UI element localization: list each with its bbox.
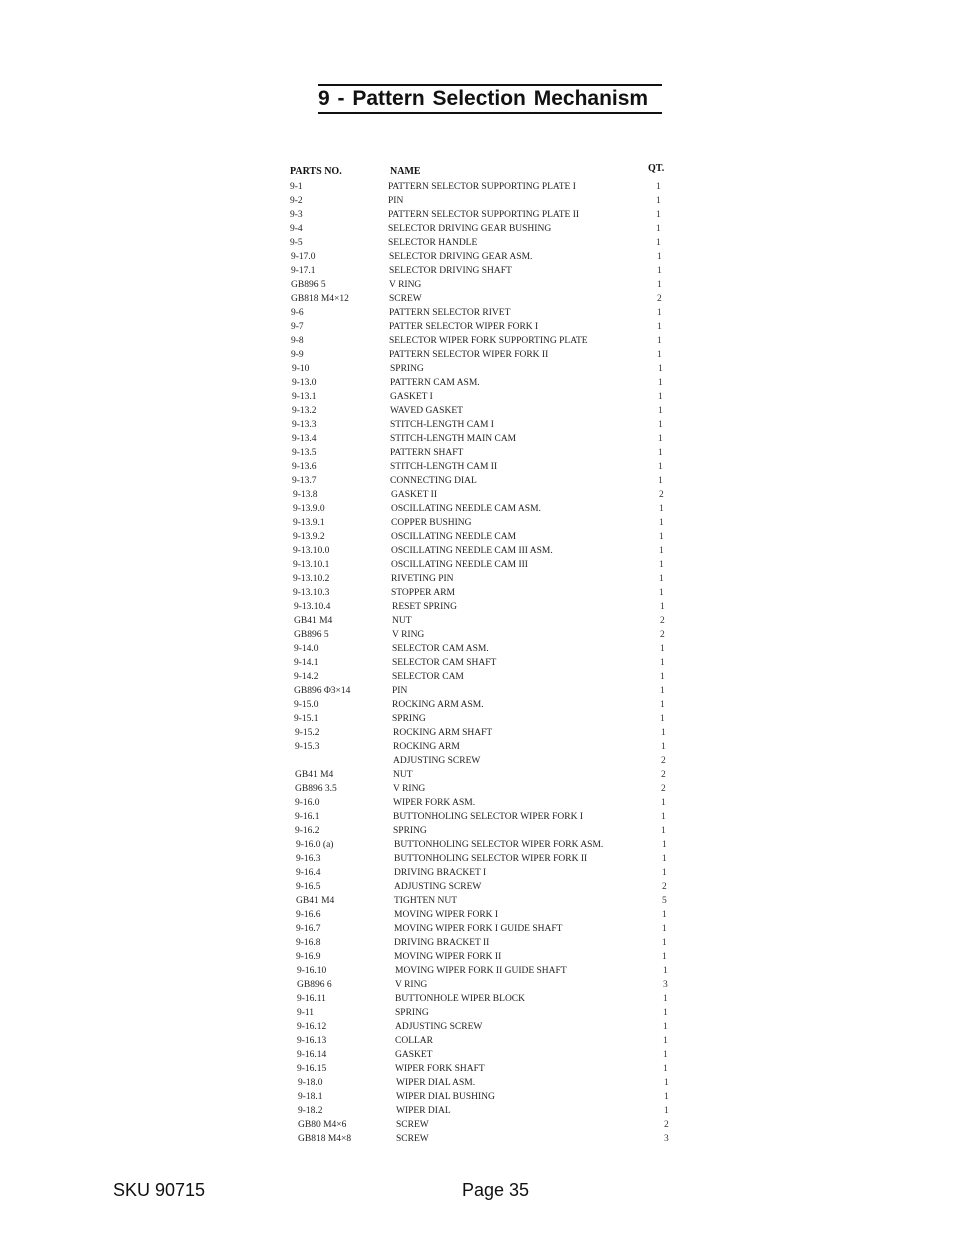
part-name-cell: WIPER DIAL BUSHING [396, 1092, 495, 1102]
quantity-cell: 1 [659, 504, 664, 514]
part-name-cell: OSCILLATING NEEDLE CAM ASM. [391, 504, 541, 514]
table-row [295, 769, 695, 782]
part-name-cell: COPPER BUSHING [391, 518, 472, 528]
part-number-cell: GB896 6 [297, 980, 332, 990]
quantity-cell: 1 [662, 924, 667, 934]
table-row [296, 867, 696, 880]
quantity-cell: 1 [657, 350, 662, 360]
quantity-cell: 1 [661, 798, 666, 808]
part-name-cell: OSCILLATING NEEDLE CAM III [391, 560, 528, 570]
part-name-cell: PIN [388, 196, 404, 206]
part-number-cell: GB896 Φ3×14 [294, 686, 351, 696]
table-row [297, 979, 697, 992]
part-number-cell: GB818 M4×12 [291, 294, 349, 304]
part-name-cell: SELECTOR WIPER FORK SUPPORTING PLATE [389, 336, 588, 346]
table-row [294, 657, 694, 670]
part-number-cell: 9-13.5 [292, 448, 317, 458]
part-number-cell: 9-13.0 [292, 378, 317, 388]
part-name-cell: SELECTOR CAM SHAFT [392, 658, 497, 668]
table-row [297, 965, 697, 978]
part-name-cell: PATTERN SHAFT [390, 448, 464, 458]
part-number-cell: 9-6 [291, 308, 304, 318]
table-row [290, 181, 690, 194]
part-number-cell: 9-16.12 [297, 1022, 327, 1032]
quantity-cell: 1 [657, 322, 662, 332]
part-name-cell: STOPPER ARM [391, 588, 455, 598]
table-row [295, 797, 695, 810]
part-name-cell: SELECTOR HANDLE [388, 238, 478, 248]
table-row [297, 1063, 697, 1076]
part-number-cell: 9-7 [291, 322, 304, 332]
table-row [296, 895, 696, 908]
part-name-cell: PATTERN SELECTOR RIVET [389, 308, 511, 318]
table-row [295, 741, 695, 754]
page-number: Page 35 [462, 1180, 530, 1200]
table-row [292, 405, 692, 418]
part-name-cell: WAVED GASKET [390, 406, 463, 416]
table-row [295, 755, 695, 768]
quantity-cell: 1 [657, 280, 662, 290]
quantity-cell: 2 [661, 756, 666, 766]
part-number-cell: 9-15.3 [295, 742, 320, 752]
part-number-cell: 9-16.14 [297, 1050, 327, 1060]
table-row [295, 783, 695, 796]
quantity-cell: 1 [659, 574, 664, 584]
part-number-cell: 9-17.0 [291, 252, 316, 262]
table-row [297, 1035, 697, 1048]
part-number-cell: 9-16.9 [296, 952, 321, 962]
part-name-cell: SELECTOR CAM [392, 672, 464, 682]
part-number-cell: 9-16.1 [295, 812, 320, 822]
part-name-cell: OSCILLATING NEEDLE CAM III ASM. [391, 546, 553, 556]
quantity-cell: 1 [659, 532, 664, 542]
quantity-cell: 1 [658, 462, 663, 472]
part-number-cell: 9-13.1 [292, 392, 317, 402]
quantity-cell: 1 [657, 308, 662, 318]
part-name-cell: SELECTOR DRIVING GEAR BUSHING [388, 224, 552, 234]
quantity-cell: 1 [656, 224, 661, 234]
part-number-cell: 9-15.2 [295, 728, 320, 738]
part-name-cell: PATTERN SELECTOR WIPER FORK II [389, 350, 549, 360]
part-name-cell: BUTTONHOLING SELECTOR WIPER FORK I [393, 812, 584, 822]
table-row [291, 335, 691, 348]
part-name-cell: RIVETING PIN [391, 574, 454, 584]
part-name-cell: PIN [392, 686, 408, 696]
part-number-cell: 9-13.8 [293, 490, 318, 500]
part-name-cell: DRIVING BRACKET I [394, 868, 487, 878]
table-row [296, 923, 696, 936]
part-number-cell: 9-16.5 [296, 882, 321, 892]
quantity-cell: 2 [660, 616, 665, 626]
table-row [292, 461, 692, 474]
part-number-cell: 9-16.10 [297, 966, 327, 976]
table-row [297, 1021, 697, 1034]
table-row [294, 671, 694, 684]
table-row [291, 307, 691, 320]
part-number-cell: 9-13.7 [292, 476, 317, 486]
part-name-cell: COLLAR [395, 1036, 433, 1046]
part-name-cell: STITCH-LENGTH CAM I [390, 420, 494, 430]
part-number-cell: 9-13.4 [292, 434, 317, 444]
quantity-cell: 1 [660, 658, 665, 668]
quantity-cell: 1 [660, 700, 665, 710]
quantity-cell: 1 [659, 546, 664, 556]
quantity-cell: 1 [661, 826, 666, 836]
table-row [292, 391, 692, 404]
quantity-cell: 1 [657, 252, 662, 262]
quantity-cell: 3 [663, 980, 668, 990]
quantity-cell: 1 [659, 588, 664, 598]
part-name-cell: SELECTOR DRIVING SHAFT [389, 266, 512, 276]
table-row [298, 1091, 698, 1104]
part-number-cell: 9-16.3 [296, 854, 321, 864]
table-row [293, 587, 693, 600]
table-row [292, 475, 692, 488]
part-number-cell: 9-16.7 [296, 924, 321, 934]
quantity-cell: 1 [660, 644, 665, 654]
part-name-cell: GASKET [395, 1050, 433, 1060]
table-row [297, 993, 697, 1006]
table-row [293, 489, 693, 502]
table-row [291, 349, 691, 362]
header-qty: QT. [648, 163, 665, 174]
quantity-cell: 1 [662, 840, 667, 850]
table-row [291, 265, 691, 278]
part-number-cell: 9-16.6 [296, 910, 321, 920]
part-number-cell: 9-11 [297, 1008, 315, 1018]
part-number-cell: 9-13.10.0 [293, 546, 330, 556]
part-number-cell: 9-13.10.4 [294, 602, 331, 612]
part-name-cell: ROCKING ARM SHAFT [393, 728, 493, 738]
quantity-cell: 1 [662, 952, 667, 962]
part-name-cell: MOVING WIPER FORK I [394, 910, 499, 920]
quantity-cell: 1 [661, 812, 666, 822]
table-row [297, 1049, 697, 1062]
quantity-cell: 3 [664, 1134, 669, 1144]
part-name-cell: GASKET II [391, 490, 438, 500]
part-number-cell: 9-5 [290, 238, 303, 248]
quantity-cell: 1 [663, 1050, 668, 1060]
table-row [294, 643, 694, 656]
part-name-cell: CONNECTING DIAL [390, 476, 477, 486]
quantity-cell: 1 [660, 672, 665, 682]
quantity-cell: 1 [659, 560, 664, 570]
part-name-cell: SCREW [396, 1134, 429, 1144]
table-row [296, 937, 696, 950]
part-name-cell: WIPER FORK SHAFT [395, 1064, 485, 1074]
part-number-cell: GB41 M4 [294, 616, 333, 626]
quantity-cell: 5 [662, 896, 667, 906]
table-row [292, 363, 692, 376]
part-number-cell: GB896 5 [294, 630, 329, 640]
part-number-cell: GB818 M4×8 [298, 1134, 352, 1144]
part-number-cell: 9-14.0 [294, 644, 319, 654]
part-number-cell: 9-13.10.1 [293, 560, 330, 570]
part-number-cell: 9-16.4 [296, 868, 321, 878]
quantity-cell: 1 [658, 448, 663, 458]
table-row [290, 223, 690, 236]
table-row [294, 615, 694, 628]
part-name-cell: GASKET I [390, 392, 433, 402]
table-row [295, 727, 695, 740]
table-row [295, 811, 695, 824]
quantity-cell: 1 [663, 966, 668, 976]
part-name-cell: SELECTOR DRIVING GEAR ASM. [389, 252, 533, 262]
part-number-cell: GB80 M4×6 [298, 1120, 347, 1130]
quantity-cell: 2 [657, 294, 662, 304]
table-row [298, 1119, 698, 1132]
part-number-cell: 9-10 [292, 364, 310, 374]
part-number-cell: 9-13.10.2 [293, 574, 330, 584]
part-name-cell: PATTERN CAM ASM. [390, 378, 480, 388]
quantity-cell: 1 [657, 336, 662, 346]
table-row [291, 251, 691, 264]
quantity-cell: 2 [661, 770, 666, 780]
part-name-cell: PATTER SELECTOR WIPER FORK I [389, 322, 539, 332]
part-name-cell: SELECTOR CAM ASM. [392, 644, 489, 654]
part-number-cell: 9-13.9.2 [293, 532, 325, 542]
part-name-cell: V RING [392, 630, 425, 640]
table-row [293, 559, 693, 572]
quantity-cell: 2 [662, 882, 667, 892]
part-name-cell: MOVING WIPER FORK I GUIDE SHAFT [394, 924, 563, 934]
table-row [298, 1077, 698, 1090]
part-number-cell: 9-18.0 [298, 1078, 323, 1088]
quantity-cell: 2 [661, 784, 666, 794]
table-row [294, 699, 694, 712]
part-name-cell: NUT [393, 770, 413, 780]
part-number-cell: 9-1 [290, 182, 303, 192]
header-part-no: PARTS NO. [290, 166, 342, 177]
part-number-cell: 9-16.13 [297, 1036, 327, 1046]
quantity-cell: 1 [657, 266, 662, 276]
part-name-cell: ADJUSTING SCREW [394, 882, 482, 892]
quantity-cell: 1 [662, 910, 667, 920]
part-name-cell: SPRING [392, 714, 426, 724]
part-number-cell: 9-13.3 [292, 420, 317, 430]
quantity-cell: 1 [658, 406, 663, 416]
table-row [298, 1105, 698, 1118]
part-name-cell: WIPER FORK ASM. [393, 798, 476, 808]
part-name-cell: STITCH-LENGTH MAIN CAM [390, 434, 517, 444]
part-number-cell: 9-13.6 [292, 462, 317, 472]
part-name-cell: MOVING WIPER FORK II [394, 952, 502, 962]
quantity-cell: 1 [658, 378, 663, 388]
quantity-cell: 1 [660, 686, 665, 696]
quantity-cell: 1 [662, 938, 667, 948]
part-number-cell: 9-16.11 [297, 994, 326, 1004]
part-number-cell: 9-3 [290, 210, 303, 220]
part-number-cell: 9-13.10.3 [293, 588, 330, 598]
quantity-cell: 1 [661, 728, 666, 738]
part-number-cell: 9-4 [290, 224, 303, 234]
part-name-cell: SCREW [389, 294, 422, 304]
quantity-cell: 1 [656, 238, 661, 248]
part-number-cell: 9-17.1 [291, 266, 316, 276]
part-name-cell: PATTERN SELECTOR SUPPORTING PLATE I [388, 182, 576, 192]
part-name-cell: TIGHTEN NUT [394, 896, 458, 906]
table-row [296, 881, 696, 894]
quantity-cell: 1 [662, 854, 667, 864]
part-name-cell: SPRING [393, 826, 427, 836]
quantity-cell: 2 [664, 1120, 669, 1130]
table-row [296, 909, 696, 922]
sku-label: SKU 90715 [113, 1180, 206, 1200]
table-row [293, 545, 693, 558]
part-number-cell: 9-16.15 [297, 1064, 327, 1074]
part-number-cell: 9-13.9.1 [293, 518, 325, 528]
part-name-cell: ROCKING ARM [393, 742, 460, 752]
part-name-cell: SPRING [390, 364, 424, 374]
page-title: 9 - Pattern Selection Mechanism [318, 84, 662, 114]
part-name-cell: NUT [392, 616, 412, 626]
part-number-cell: 9-14.2 [294, 672, 319, 682]
quantity-cell: 1 [664, 1092, 669, 1102]
table-row [290, 195, 690, 208]
part-number-cell: 9-2 [290, 196, 303, 206]
table-row [291, 321, 691, 334]
table-row [293, 531, 693, 544]
part-number-cell: GB896 3.5 [295, 784, 337, 794]
part-number-cell: 9-13.2 [292, 406, 317, 416]
quantity-cell: 1 [659, 518, 664, 528]
table-row [292, 377, 692, 390]
table-row [293, 517, 693, 530]
part-number-cell: 9-16.0 (a) [296, 840, 334, 850]
table-row [295, 825, 695, 838]
part-name-cell: ROCKING ARM ASM. [392, 700, 484, 710]
table-row [292, 419, 692, 432]
quantity-cell: 1 [658, 420, 663, 430]
part-name-cell: OSCILLATING NEEDLE CAM [391, 532, 517, 542]
part-number-cell: 9-18.1 [298, 1092, 323, 1102]
part-name-cell: V RING [395, 980, 428, 990]
quantity-cell: 1 [656, 196, 661, 206]
quantity-cell: 1 [660, 602, 665, 612]
quantity-cell: 2 [660, 630, 665, 640]
quantity-cell: 1 [656, 182, 661, 192]
table-row [294, 601, 694, 614]
part-name-cell: SPRING [395, 1008, 429, 1018]
part-name-cell: ADJUSTING SCREW [393, 756, 481, 766]
quantity-cell: 1 [663, 1064, 668, 1074]
table-row [292, 433, 692, 446]
part-name-cell: DRIVING BRACKET II [394, 938, 490, 948]
part-name-cell: MOVING WIPER FORK II GUIDE SHAFT [395, 966, 567, 976]
table-row [294, 629, 694, 642]
table-row [292, 447, 692, 460]
quantity-cell: 1 [663, 1008, 668, 1018]
part-number-cell: 9-16.0 [295, 798, 320, 808]
table-row [294, 685, 694, 698]
part-number-cell: 9-9 [291, 350, 304, 360]
quantity-cell: 1 [656, 210, 661, 220]
table-row [293, 573, 693, 586]
part-name-cell: RESET SPRING [392, 602, 458, 612]
table-row [296, 839, 696, 852]
part-name-cell: BUTTONHOLING SELECTOR WIPER FORK ASM. [394, 840, 604, 850]
quantity-cell: 1 [658, 434, 663, 444]
part-number-cell: 9-18.2 [298, 1106, 323, 1116]
part-name-cell: WIPER DIAL ASM. [396, 1078, 476, 1088]
part-name-cell: BUTTONHOLE WIPER BLOCK [395, 994, 526, 1004]
part-name-cell: BUTTONHOLING SELECTOR WIPER FORK II [394, 854, 588, 864]
table-row [296, 853, 696, 866]
quantity-cell: 2 [659, 490, 664, 500]
part-number-cell: 9-8 [291, 336, 304, 346]
part-name-cell: SCREW [396, 1120, 429, 1130]
part-name-cell: ADJUSTING SCREW [395, 1022, 483, 1032]
part-name-cell: V RING [389, 280, 422, 290]
quantity-cell: 1 [660, 714, 665, 724]
part-number-cell: 9-16.8 [296, 938, 321, 948]
part-name-cell: STITCH-LENGTH CAM II [390, 462, 498, 472]
table-row [297, 1007, 697, 1020]
part-name-cell: V RING [393, 784, 426, 794]
quantity-cell: 1 [661, 742, 666, 752]
quantity-cell: 1 [662, 868, 667, 878]
table-row [290, 237, 690, 250]
table-row [294, 713, 694, 726]
quantity-cell: 1 [658, 364, 663, 374]
part-number-cell: GB41 M4 [295, 770, 334, 780]
quantity-cell: 1 [664, 1078, 669, 1088]
part-number-cell: 9-14.1 [294, 658, 319, 668]
quantity-cell: 1 [663, 1022, 668, 1032]
part-number-cell: GB896 5 [291, 280, 326, 290]
quantity-cell: 1 [658, 392, 663, 402]
quantity-cell: 1 [663, 1036, 668, 1046]
part-number-cell: GB41 M4 [296, 896, 335, 906]
table-row [291, 293, 691, 306]
part-name-cell: PATTERN SELECTOR SUPPORTING PLATE II [388, 210, 580, 220]
table-row [293, 503, 693, 516]
table-row [291, 279, 691, 292]
part-number-cell: 9-13.9.0 [293, 504, 325, 514]
table-row [290, 209, 690, 222]
quantity-cell: 1 [663, 994, 668, 1004]
header-name: NAME [390, 166, 421, 177]
quantity-cell: 1 [658, 476, 663, 486]
table-row [298, 1133, 698, 1146]
quantity-cell: 1 [664, 1106, 669, 1116]
part-number-cell: 9-15.1 [294, 714, 319, 724]
part-number-cell: 9-16.2 [295, 826, 320, 836]
table-row [296, 951, 696, 964]
part-number-cell: 9-15.0 [294, 700, 319, 710]
part-name-cell: WIPER DIAL [396, 1106, 451, 1116]
